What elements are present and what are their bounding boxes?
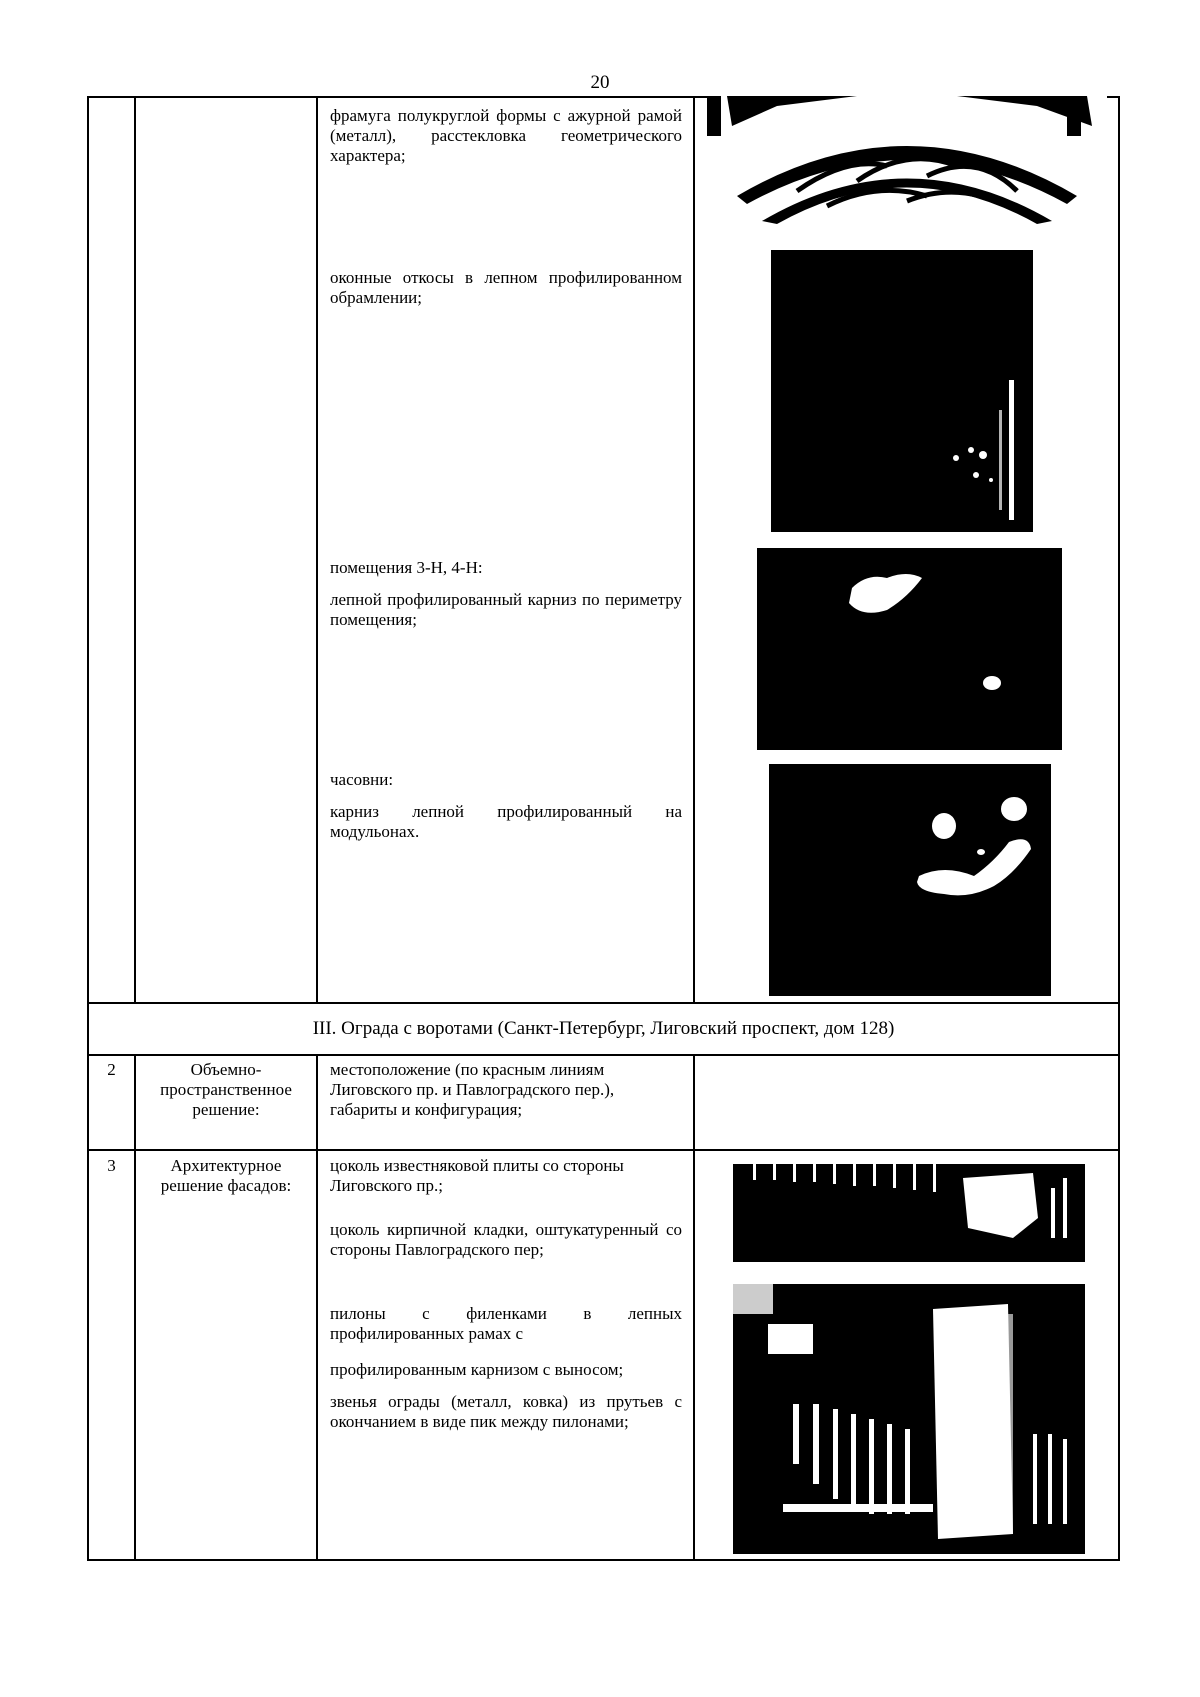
row-name: Объемно-пространственное решение:	[160, 1060, 292, 1119]
table-bottom-border	[87, 1559, 1120, 1561]
row-description: местоположение (по красным линиям Лиговского пр. и Павлоградского пер.), габариты и конфигурация;	[330, 1060, 615, 1119]
row-number: 2	[107, 1060, 116, 1079]
features-table	[87, 96, 1120, 1561]
section-header: III. Ограда с воротами (Санкт-Петербург, Лиговский проспект, дом 128)	[312, 1018, 895, 1039]
item-fence-links: звенья ограды (металл, ковка) из прутьев с окончанием в виде пик между пилонами;	[330, 1392, 682, 1431]
item-plinth-brick: цоколь кирпичной кладки, оштукатуренный со стороны Павлоградского пер;	[330, 1220, 682, 1259]
item-plinth-limestone: цоколь известняковой плиты со стороны Лиговского пр.;	[330, 1156, 624, 1195]
item-chapel-cornice: карниз лепной профилированный на модульонах.	[330, 802, 682, 841]
column-divider-3	[693, 96, 695, 1002]
photo-room-cornice	[757, 548, 1062, 750]
item-cornice-projection: профилированным карнизом с выносом;	[330, 1360, 624, 1379]
row-separator	[87, 1149, 1120, 1151]
row-number: 3	[107, 1156, 116, 1175]
item-pylons: пилоны с филенками в лепных профилированных рамах с	[330, 1304, 682, 1343]
column-divider-1	[134, 96, 136, 1002]
item-fanlight: фрамуга полукруглой формы с ажурной рамой (металл), расстекловка геометрического характера;	[330, 106, 682, 165]
item-window-reveals: оконные откосы в лепном профилированном обрамлении;	[330, 268, 682, 307]
column-divider-2-lower	[316, 1054, 318, 1561]
column-divider-2	[316, 96, 318, 1002]
column-divider-3-lower	[693, 1054, 695, 1561]
photo-fence-plinth	[733, 1158, 1085, 1262]
photo-chapel-cornice	[769, 764, 1051, 996]
row-name: Архитектурное решение фасадов:	[160, 1156, 292, 1195]
photo-fanlight	[707, 96, 1107, 228]
rooms-heading: помещения 3-Н, 4-Н:	[330, 558, 483, 577]
section-header-top-border	[87, 1002, 1120, 1004]
page-number: 20	[590, 72, 610, 93]
section-header-bottom-border	[87, 1054, 1120, 1056]
chapel-heading: часовни:	[330, 770, 394, 789]
photo-fence-pylons	[733, 1284, 1085, 1554]
photo-window-reveal	[771, 250, 1033, 532]
table-left-border	[87, 96, 89, 1561]
table-right-border	[1118, 96, 1120, 1561]
item-rooms-cornice: лепной профилированный карниз по периметру помещения;	[330, 590, 682, 629]
column-divider-1-lower	[134, 1054, 136, 1561]
